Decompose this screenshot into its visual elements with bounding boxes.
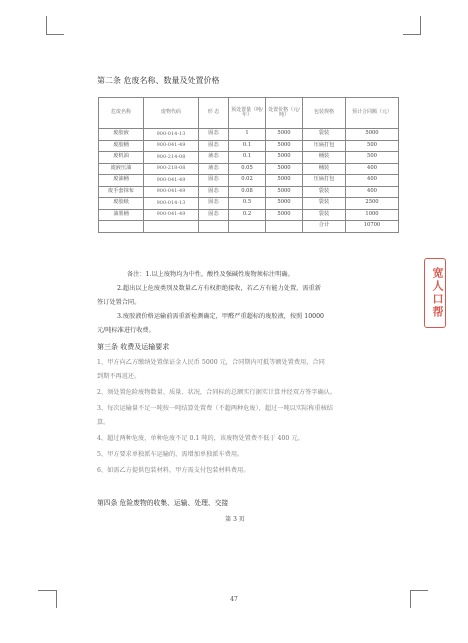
table-row <box>99 152 399 164</box>
table-cell: 500 <box>346 140 399 152</box>
table-cell: 废胶液 <box>99 129 144 141</box>
table-cell: 袋装 <box>303 129 346 141</box>
crop-mark <box>420 16 421 34</box>
crop-mark <box>403 34 421 35</box>
note-line: 元/吨标准进行收费。 <box>97 327 155 334</box>
clause-line: 4、超过两种危废，单种危废不足 0.1 吨的，该废物处置费不低于 400 元。 <box>97 435 304 442</box>
table-cell: 固态 <box>199 198 229 210</box>
red-seal-stamp: 宽人口帮 <box>424 258 446 328</box>
table-row <box>99 140 399 152</box>
table-header: 危废名称 <box>99 98 144 129</box>
document-page <box>67 42 403 602</box>
table-cell <box>229 221 266 233</box>
note-line: 签订处置合同。 <box>97 299 141 306</box>
table-cell: 固态 <box>199 129 229 141</box>
bottom-page-number: 47 <box>230 596 238 603</box>
table-cell: 0.5 <box>229 198 266 210</box>
table-cell: 油墨桶 <box>99 209 144 221</box>
table-cell: 0.02 <box>229 175 266 187</box>
crop-mark <box>410 590 428 591</box>
table-cell: 5000 <box>266 152 303 164</box>
table-cell: 桶装 <box>303 163 346 175</box>
table-cell: 0.05 <box>229 163 266 175</box>
total-value: 10700 <box>346 221 399 233</box>
table-cell: 5000 <box>266 163 303 175</box>
table-row <box>99 198 399 210</box>
clause-line: 5、甲方要求单独派车运输的，需增加单独派车费用。 <box>97 451 244 458</box>
table-cell: 固态 <box>199 175 229 187</box>
table-row <box>99 129 399 141</box>
table-header: 处置价格（元/吨） <box>266 98 303 129</box>
table-header: 包装规格 <box>303 98 346 129</box>
table-cell: 400 <box>346 163 399 175</box>
table-cell <box>199 221 229 233</box>
table-cell: 0.08 <box>229 186 266 198</box>
table-cell: 固态 <box>199 186 229 198</box>
table-row <box>99 175 399 187</box>
table-cell <box>99 221 144 233</box>
table-cell: 900-041-49 <box>144 209 199 221</box>
total-label: 合计 <box>303 221 346 233</box>
table-header: 形 态 <box>199 98 229 129</box>
table-cell: 400 <box>346 175 399 187</box>
table-cell: 900-014-13 <box>144 129 199 141</box>
table-cell: 0.1 <box>229 140 266 152</box>
crop-mark <box>46 34 64 35</box>
table-cell: 袋装 <box>303 186 346 198</box>
table-cell: 900-041-49 <box>144 140 199 152</box>
table-cell: 0.2 <box>229 209 266 221</box>
table-row <box>99 163 399 175</box>
table-cell: 5000 <box>266 209 303 221</box>
table-cell: 900-218-08 <box>144 163 199 175</box>
table-cell: 5000 <box>346 129 399 141</box>
clause-line: 3、每次运输量不足一吨按一吨结算处置费（不超两种危废），超过一吨以实际称重核结 <box>97 405 333 412</box>
table-cell: 压扁打包 <box>303 140 346 152</box>
table-cell: 5000 <box>266 140 303 152</box>
table-cell: 废液压油 <box>99 163 144 175</box>
clause-line: 到期不再返还。 <box>97 373 141 380</box>
table-cell: 900-014-13 <box>144 198 199 210</box>
table-header: 预处置量（吨/年） <box>229 98 266 129</box>
section-2-title: 第二条 危废名称、数量及处置价格 <box>97 76 220 85</box>
section-4-title: 第四条 危险废物的收集、运输、处理、交接 <box>97 499 229 507</box>
table-cell: 400 <box>346 186 399 198</box>
note-line: 备注：1.以上废物均为中性，酸性及强碱性废物须标注明确。 <box>127 271 294 278</box>
table-total-row <box>99 221 399 233</box>
table-cell: 0.1 <box>229 152 266 164</box>
table-cell: 固态 <box>199 140 229 152</box>
clause-line: 2、须处置危险废物数量、质量、状况，合同标的总额实行据实计算并经双方签字确认。 <box>97 389 337 396</box>
table-header: 预计合同额（元） <box>346 98 399 129</box>
table-row <box>99 209 399 221</box>
table-cell: 5000 <box>266 186 303 198</box>
table-cell: 900-041-49 <box>144 186 199 198</box>
table-cell: 2500 <box>346 198 399 210</box>
table-row <box>99 186 399 198</box>
table-cell: 液态 <box>199 163 229 175</box>
table-cell: 5000 <box>266 175 303 187</box>
table-cell: 废油桶 <box>99 175 144 187</box>
clause-line: 1、甲方向乙方缴纳处置保证金人民币 5000 元，合同期内可抵等额处置费用，合同 <box>97 359 325 366</box>
table-cell: 500 <box>346 152 399 164</box>
table-cell: 固态 <box>199 209 229 221</box>
note-line: 2.超出以上危废类别及数量乙方有权拒绝接收，若乙方有能力处置，需重新 <box>117 285 321 292</box>
table-cell: 900-041-49 <box>144 175 199 187</box>
clause-line: 6、如需乙方提供包装材料，甲方需支付包装材料费用。 <box>97 467 250 474</box>
table-cell: 1 <box>229 129 266 141</box>
table-cell: 压扁打包 <box>303 175 346 187</box>
note-line: 3.废胶液价格运输前需重新检测确定，甲醛严重超标的废胶液，按照 10000 <box>117 313 324 320</box>
table-cell: 废胶纸 <box>99 198 144 210</box>
clause-line: 算。 <box>97 419 110 426</box>
crop-mark <box>38 590 56 591</box>
table-cell: 5000 <box>266 129 303 141</box>
table-cell <box>144 221 199 233</box>
table-cell: 桶装 <box>303 152 346 164</box>
table-cell: 袋装 <box>303 209 346 221</box>
table-header: 废物代码 <box>144 98 199 129</box>
table-cell: 900-214-08 <box>144 152 199 164</box>
table-cell: 废胶桶 <box>99 140 144 152</box>
table-cell: 废机油 <box>99 152 144 164</box>
table-cell <box>266 221 303 233</box>
table-cell: 液态 <box>199 152 229 164</box>
section-3-title: 第三条 收费及运输要求 <box>97 343 170 351</box>
waste-table <box>98 97 399 233</box>
table-cell: 5000 <box>266 198 303 210</box>
table-header-row <box>99 98 399 129</box>
table-cell: 废手套抹布 <box>99 186 144 198</box>
table-cell: 袋装 <box>303 198 346 210</box>
page-footer: 第 3 页 <box>225 516 245 523</box>
table-cell: 1000 <box>346 209 399 221</box>
crop-mark <box>46 16 47 34</box>
